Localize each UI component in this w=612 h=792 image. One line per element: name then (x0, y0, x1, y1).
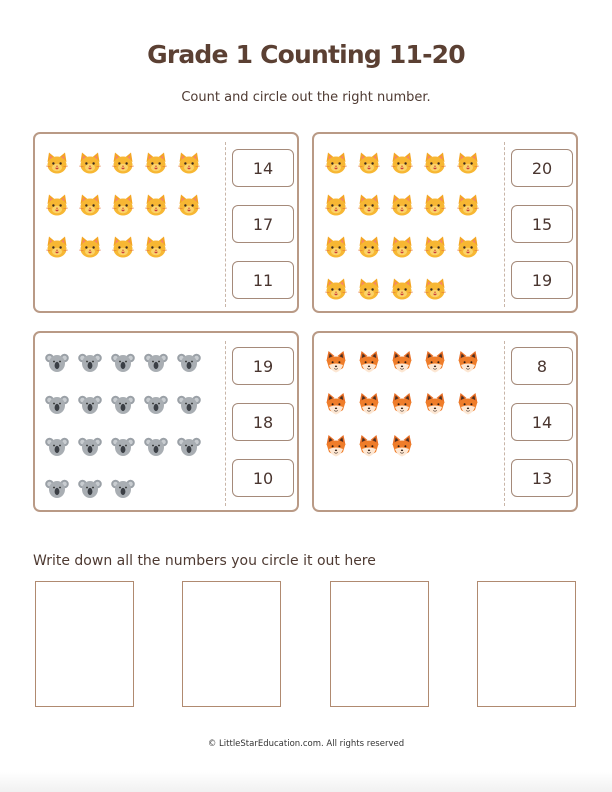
cat-face-icon (390, 235, 414, 259)
fox-face-icon (423, 392, 447, 416)
cat-face-icon (177, 151, 201, 175)
answer-option[interactable]: 14 (511, 403, 573, 441)
answer-option[interactable]: 15 (511, 205, 573, 243)
answer-option[interactable]: 10 (232, 459, 294, 497)
cat-face-icon (111, 235, 135, 259)
fox-face-icon (423, 350, 447, 374)
koala-icon (111, 350, 135, 374)
koala-icon (45, 350, 69, 374)
cat-face-icon (45, 235, 69, 259)
koala-icon (45, 434, 69, 458)
fox-face-icon (456, 392, 480, 416)
cat-face-icon (78, 235, 102, 259)
answer-option[interactable]: 11 (232, 261, 294, 299)
cat-face-icon (390, 193, 414, 217)
fox-face-icon (390, 392, 414, 416)
koala-icon (78, 350, 102, 374)
dashed-divider (504, 142, 505, 307)
fox-face-icon (324, 350, 348, 374)
instruction-text: Count and circle out the right number. (181, 90, 431, 105)
cat-face-icon (324, 151, 348, 175)
cat-face-icon (357, 151, 381, 175)
cat-face-icon (390, 277, 414, 301)
koala-icon (111, 392, 135, 416)
animal-grid (324, 350, 494, 458)
write-instruction: Write down all the numbers you circle it out here (33, 553, 376, 569)
answer-option[interactable]: 19 (232, 347, 294, 385)
answer-box-2[interactable] (182, 581, 281, 707)
cat-face-icon (177, 193, 201, 217)
fox-face-icon (357, 392, 381, 416)
counting-panel-4 (312, 331, 578, 512)
dashed-divider (225, 142, 226, 307)
animal-grid (45, 151, 215, 259)
cat-face-icon (324, 235, 348, 259)
koala-icon (45, 476, 69, 500)
koala-icon (177, 434, 201, 458)
koala-icon (78, 434, 102, 458)
koala-icon (111, 476, 135, 500)
cat-face-icon (111, 151, 135, 175)
cat-face-icon (111, 193, 135, 217)
cat-face-icon (45, 193, 69, 217)
cat-face-icon (324, 277, 348, 301)
dashed-divider (504, 341, 505, 506)
cat-face-icon (357, 193, 381, 217)
animal-grid (324, 151, 494, 301)
answer-option[interactable]: 8 (511, 347, 573, 385)
fox-face-icon (390, 434, 414, 458)
page-title: Grade 1 Counting 11-20 (147, 40, 465, 69)
cat-face-icon (78, 151, 102, 175)
koala-icon (177, 350, 201, 374)
answer-box-3[interactable] (330, 581, 429, 707)
cat-face-icon (423, 193, 447, 217)
koala-icon (78, 392, 102, 416)
cat-face-icon (423, 235, 447, 259)
koala-icon (78, 476, 102, 500)
cat-face-icon (324, 193, 348, 217)
animal-grid (45, 350, 215, 500)
fox-face-icon (324, 434, 348, 458)
counting-panel-3 (33, 331, 299, 512)
cat-face-icon (45, 151, 69, 175)
koala-icon (144, 392, 168, 416)
counting-panel-2 (312, 132, 578, 313)
page-edge (0, 772, 612, 792)
cat-face-icon (423, 277, 447, 301)
koala-icon (111, 434, 135, 458)
answer-option[interactable]: 18 (232, 403, 294, 441)
answer-box-4[interactable] (477, 581, 576, 707)
koala-icon (45, 392, 69, 416)
cat-face-icon (357, 277, 381, 301)
answer-option[interactable]: 20 (511, 149, 573, 187)
cat-face-icon (456, 235, 480, 259)
dashed-divider (225, 341, 226, 506)
cat-face-icon (456, 151, 480, 175)
fox-face-icon (390, 350, 414, 374)
cat-face-icon (357, 235, 381, 259)
cat-face-icon (144, 193, 168, 217)
fox-face-icon (357, 350, 381, 374)
answer-option[interactable]: 13 (511, 459, 573, 497)
koala-icon (177, 392, 201, 416)
cat-face-icon (456, 193, 480, 217)
fox-face-icon (456, 350, 480, 374)
fox-face-icon (324, 392, 348, 416)
answer-option[interactable]: 17 (232, 205, 294, 243)
cat-face-icon (78, 193, 102, 217)
copyright-footer: © LittleStarEducation.com. All rights reserved (207, 739, 405, 749)
cat-face-icon (423, 151, 447, 175)
answer-option[interactable]: 19 (511, 261, 573, 299)
cat-face-icon (144, 235, 168, 259)
cat-face-icon (144, 151, 168, 175)
cat-face-icon (390, 151, 414, 175)
counting-panel-1 (33, 132, 299, 313)
fox-face-icon (357, 434, 381, 458)
answer-option[interactable]: 14 (232, 149, 294, 187)
answer-box-1[interactable] (35, 581, 134, 707)
koala-icon (144, 434, 168, 458)
koala-icon (144, 350, 168, 374)
